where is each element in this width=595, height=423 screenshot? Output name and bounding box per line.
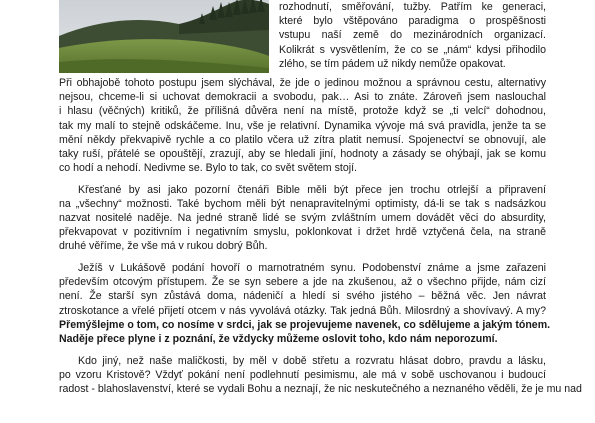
text-line: není. Že starší syn zůstává doma, nádeničí a hledí si svého jistého – běžná věc. Jen návrat — [59, 290, 546, 303]
bold-text-line: Přemýšlejme o tom, co nosíme v srdci, jak se projevujeme navenek, co sdělujeme a jakým tónem. — [59, 318, 551, 331]
text-line: taky ruší, přátelé se opouštějí, zrazují, aby se hledali jiní, hodnoty a zásady se ohýbají, jak se komu — [59, 147, 546, 160]
text-line: Ježíš v Lukášově podání hovoří o marnotratném synu. Podobenství známe a jsme zařazeni — [78, 262, 546, 275]
text-line: druhé věříme, že vše má v rukou dobrý Bůh. — [59, 240, 268, 253]
text-line: Kdo jiný, než naše maličkosti, by měl v době střetu a rozvratu hlásat dobro, pravdu a lásku, — [78, 354, 546, 367]
text-line: mění někdy překvapivě rychle a co platilo včera už zítra platit nemusí. Spojenectví se obnovují, ale — [59, 133, 546, 146]
text-line: i hlasu (věčných) kritiků, že přílišná důvěra není na místě, protože když se „ti velcí“ dohodnou, — [59, 105, 546, 118]
paragraph-2 — [59, 183, 546, 254]
paragraph-4 — [59, 354, 582, 397]
intro-line: Kolikrát s vysvětlením, že co se „nám“ kdysi přihodilo — [279, 43, 546, 56]
text-line: co hodí a nehodí. Nedivme se. Bylo to tak, co svět světem stojí. — [59, 162, 357, 175]
intro-text-beside-photo — [279, 0, 546, 71]
paragraph-3 — [59, 261, 551, 346]
bold-text-line: Naděje přece plyne i z poznání, že vždycky můžeme oslovit toho, kdo nám neporozumí. — [59, 332, 498, 345]
mountain-meadow-photo — [59, 0, 269, 73]
intro-line: které bylo vštěpováno paradigma o prospěšnosti — [279, 15, 546, 28]
text-line: nazvat nositelé naděje. Na jedné straně lidé se svým zvláštním umem dovádět věci do absurdity, — [59, 212, 546, 225]
text-line: po vzoru Kristově? Vždyť pokání není podlehnutí pesimismu, ale má v sobě uschovanou i budoucí — [59, 368, 546, 381]
text-line: radost - blahoslavenství, které se vydali Bohu a neznají, že nic neskutečného a neznaného věděli, že je mu nad — [59, 382, 582, 395]
text-line: Při obhajobě tohoto postupu jsem slýchával, že jde o jedinou možnou a správnou cestu, alternativy — [59, 77, 546, 89]
intro-line: rozhodnutí, směřování, tužby. Patřím ke generaci, — [279, 1, 546, 13]
text-line: na „všechny“ možnosti. Také bychom měli být nenapravitelnými optimisty, dá-li se tak s nadsázkou — [59, 197, 546, 210]
paragraph-1 — [59, 76, 546, 175]
intro-line: vstupu naší země do mezinárodních organizací. — [279, 29, 546, 42]
intro-line: zlého, se tím pádem už nikdy nemůže opakovat. — [279, 57, 506, 70]
article-body — [59, 76, 582, 404]
text-line: především otcovým přístupem. Že se syn sebere a jde na zkušenou, až o všechno přijde, nám cizí — [59, 276, 546, 289]
text-line: ztroskotance a vřelé přijetí otcem v nás vyvolává otázky. Tak jedná Bůh. Milosrdný a shovívavý. A my? — [59, 304, 546, 317]
text-line: tak my malí to stejně odskáčeme. Inu, vše je relativní. Dynamika vývoje má svá pravidla, jenže ta se — [59, 119, 546, 132]
text-line: překvapovat v pozitivním i negativním smyslu, poklonkovat i držet hrdě vztyčená čela, na straně — [59, 226, 546, 239]
text-line: Křesťané by asi jako pozorní čtenáři Bible měli být přece jen trochu otrlejší a připravení — [78, 183, 546, 196]
text-line: nejsou, chceme-li si uchovat demokracii a svobodu, pak… Asi to znáte. Zároveň jsem naslouchal — [59, 91, 546, 104]
